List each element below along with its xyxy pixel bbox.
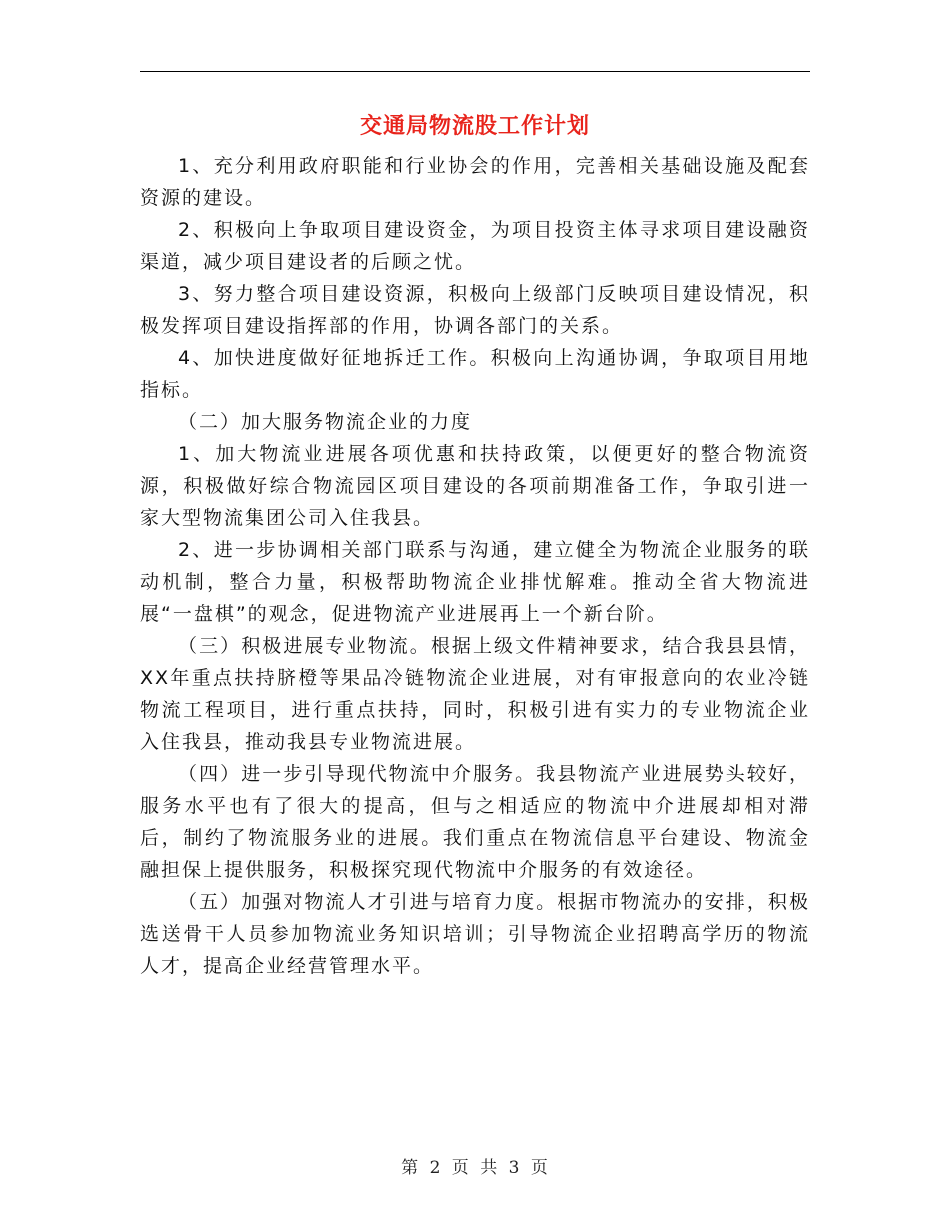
page-footer: 第 2 页 共 3 页 bbox=[401, 1158, 549, 1178]
section-heading: （二）加大服务物流企业的力度 bbox=[178, 411, 473, 433]
document-body bbox=[140, 150, 810, 982]
paragraph: （四）进一步引导现代物流中介服务。我县物流产业进展势头较好，服务水平也有了很大的提高，但与之相适应的物流中介进展却相对滞后，制约了物流服务业的进展。我们重点在物流信息平台建设、物流金融担保上提供服务，积极探究现代物流中介服务的有效途径。 bbox=[140, 763, 810, 881]
paragraph: 2、进一步协调相关部门联系与沟通，建立健全为物流企业服务的联动机制，整合力量，积极帮助物流企业排忧解难。推动全省大物流进展“一盘棋”的观念，促进物流产业进展再上一个新台阶。 bbox=[140, 539, 810, 625]
paragraph: 1、加大物流业进展各项优惠和扶持政策，以便更好的整合物流资源，积极做好综合物流园区项目建设的各项前期准备工作，争取引进一家大型物流集团公司入住我县。 bbox=[140, 443, 810, 529]
header-rule bbox=[140, 71, 810, 72]
paragraph: 4、加快进度做好征地拆迁工作。积极向上沟通协调，争取项目用地指标。 bbox=[140, 347, 810, 401]
paragraph: 1、充分利用政府职能和行业协会的作用，完善相关基础设施及配套资源的建设。 bbox=[140, 155, 810, 209]
paragraph: （五）加强对物流人才引进与培育力度。根据市物流办的安排，积极选送骨干人员参加物流业务知识培训；引导物流企业招聘高学历的物流人才，提高企业经营管理水平。 bbox=[140, 891, 810, 977]
paragraph: （三）积极进展专业物流。根据上级文件精神要求，结合我县县情，XX年重点扶持脐橙等果品冷链物流企业进展，对有审报意向的农业冷链物流工程项目，进行重点扶持，同时，积极引进有实力的专业物流企业入住我县，推动我县专业物流进展。 bbox=[140, 635, 810, 753]
document-title: 交通局物流股工作计划 bbox=[359, 113, 590, 139]
paragraph: 3、努力整合项目建设资源，积极向上级部门反映项目建设情况，积极发挥项目建设指挥部的作用，协调各部门的关系。 bbox=[140, 283, 810, 337]
paragraph: 2、积极向上争取项目建设资金，为项目投资主体寻求项目建设融资渠道，减少项目建设者的后顾之忧。 bbox=[140, 219, 810, 273]
